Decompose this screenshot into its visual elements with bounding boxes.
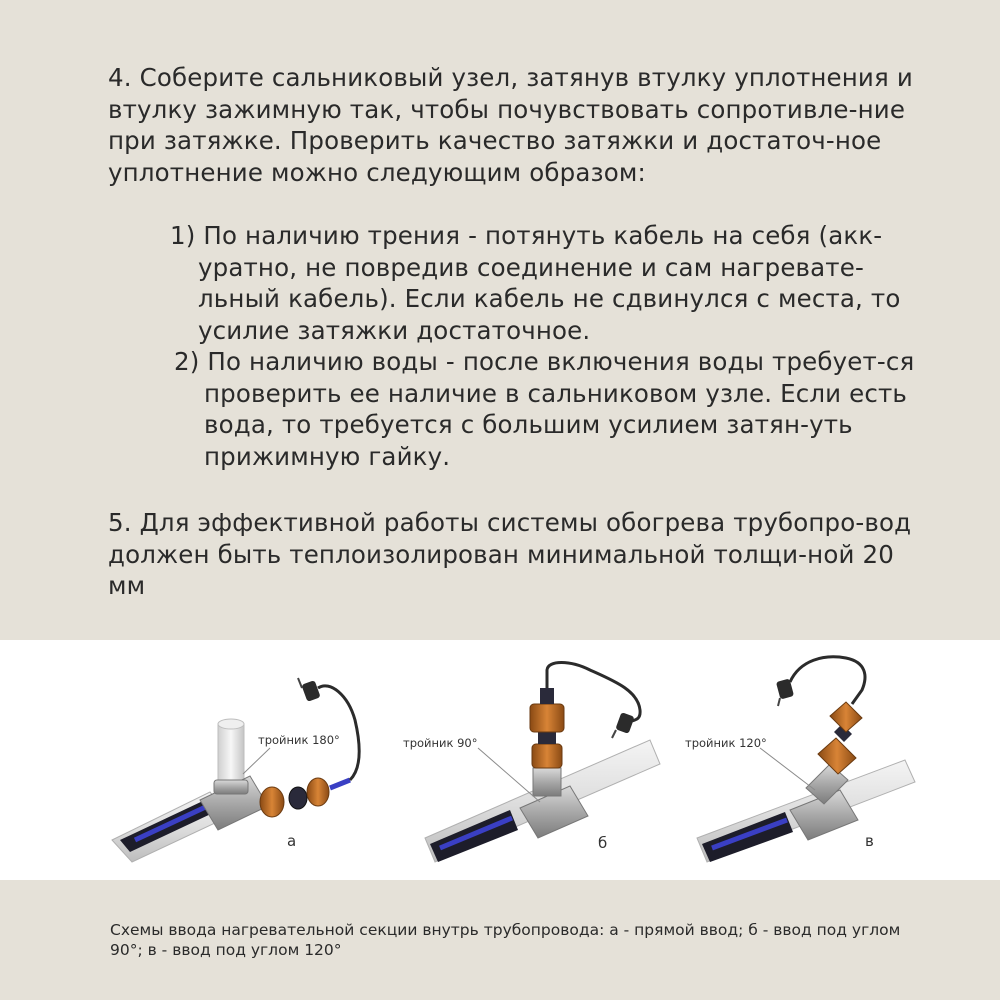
tee-collar-a — [214, 780, 248, 794]
diagram-b — [403, 663, 660, 863]
step-5-text: 5. Для эффективной работы системы обогрева трубопро-вод должен быть теплоизолирован минимальной толщи-ной 20 мм — [108, 508, 912, 600]
leader-line-b — [478, 748, 540, 802]
step-4-item-1: 1) По наличию трения - потянуть кабель на себя (акк-уратно, не повредив соединение и сам нагревате-льный кабель). Если кабель не сдвинулся с места, то усилие затяжки достаточное. — [170, 221, 901, 345]
step-4-text: 4. Соберите сальниковый узел, затянув втулку уплотнения и втулку зажимную так, чтобы почувствовать сопротивле-ние при затяжке. Проверить качество затяжки и достаточ-ное уплотнение можно следующим образом: — [108, 63, 913, 187]
gland-nut-b2 — [530, 704, 564, 732]
gland-nut-c1 — [818, 738, 856, 774]
diagram-b-letter: б — [598, 834, 608, 852]
diagram-c-letter: в — [865, 832, 874, 850]
gland-nut-b1 — [532, 744, 562, 768]
tee-neck-b — [533, 768, 561, 796]
plug-pin-a — [298, 678, 302, 688]
plug-a — [301, 680, 320, 702]
cable-segment-a — [330, 780, 350, 788]
gland-seal-b — [538, 732, 556, 744]
diagram-a-label: тройник 180° — [258, 733, 340, 747]
plug-b — [615, 712, 634, 734]
leader-line-a — [243, 748, 270, 774]
cable-sleeve-b — [540, 688, 554, 704]
diagram-c — [685, 657, 915, 862]
pipe-end-a — [218, 719, 244, 729]
diagram-c-label: тройник 120° — [685, 736, 767, 750]
diagram-a — [112, 678, 359, 862]
diagram-b-label: тройник 90° — [403, 736, 478, 750]
installation-diagrams — [0, 640, 1000, 880]
diagram-a-letter: а — [287, 832, 297, 850]
figure-caption: Схемы ввода нагревательной секции внутрь трубопровода: а - прямой ввод; б - ввод под углом 90°; в - ввод под углом 120° — [110, 920, 901, 959]
gland-seal-a — [289, 787, 307, 809]
gland-nut-a1 — [260, 787, 284, 817]
leader-line-c — [760, 748, 815, 790]
instructions-text — [108, 62, 938, 602]
diagram-panel — [0, 640, 1000, 880]
gland-nut-a2 — [307, 778, 329, 806]
gland-nut-c2 — [830, 702, 862, 732]
step-4-item-2: 2) По наличию воды - после включения воды требует-ся проверить ее наличие в сальниковом узле. Если есть вода, то требуется с большим усилием затян-уть прижимную гайку. — [174, 347, 915, 471]
power-cable-c — [790, 657, 865, 704]
plug-pin-c — [778, 698, 780, 706]
plug-pin-b — [612, 730, 616, 738]
